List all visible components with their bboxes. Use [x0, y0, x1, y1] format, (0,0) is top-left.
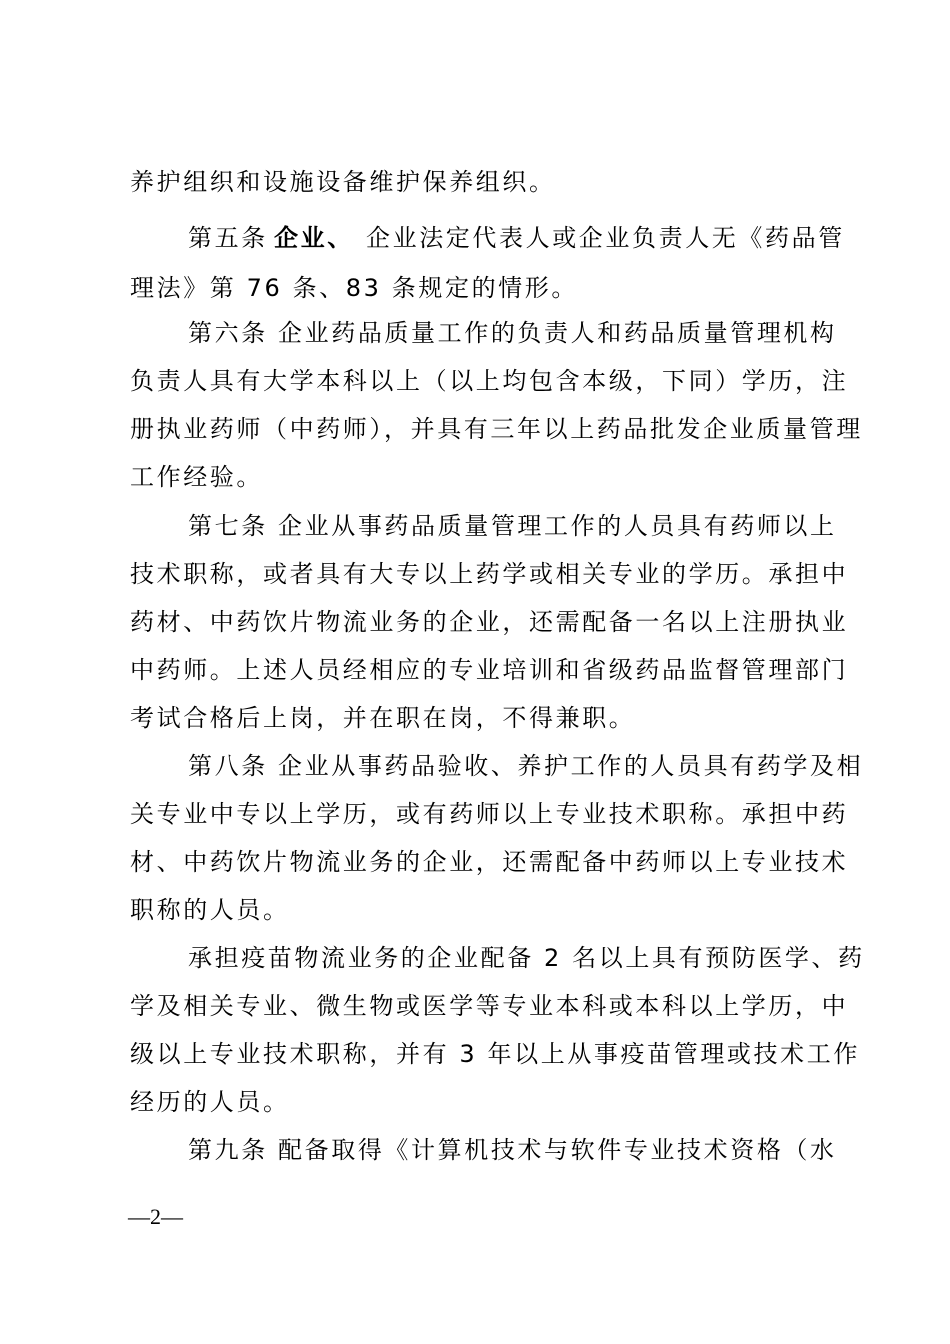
text-line: 承担疫苗物流业务的企业配备 2 名以上具有预防医学、药: [188, 944, 865, 972]
article-5-heading: 企业、: [274, 224, 354, 252]
text-line: 第七条 企业从事药品质量管理工作的人员具有药师以上: [188, 512, 837, 540]
text-line: 级以上专业技术职称，并有 3 年以上从事疫苗管理或技术工作: [130, 1040, 860, 1068]
text-line: 材、中药饮片物流业务的企业，还需配备中药师以上专业技术: [130, 848, 849, 876]
page-number: —2—: [128, 1204, 183, 1229]
text-line: 药材、中药饮片物流业务的企业，还需配备一名以上注册执业: [130, 608, 849, 636]
text-line: 第六条 企业药品质量工作的负责人和药品质量管理机构: [188, 319, 837, 347]
text-line: 学及相关专业、微生物或医学等专业本科或本科以上学历，中: [130, 992, 849, 1020]
text-line: 考试合格后上岗，并在职在岗，不得兼职。: [130, 704, 636, 732]
text-line: 关专业中专以上学历，或有药师以上专业技术职称。承担中药: [130, 800, 849, 828]
text-line: 中药师。上述人员经相应的专业培训和省级药品监督管理部门: [130, 656, 849, 684]
text-line: 养护组织和设施设备维护保养组织。: [130, 168, 556, 196]
text-line: 工作经验。: [130, 463, 263, 491]
text-line: 理法》第 76 条、83 条规定的情形。: [130, 274, 578, 302]
text-line: 册执业药师（中药师），并具有三年以上药品批发企业质量管理: [130, 415, 863, 443]
text-line: 负责人具有大学本科以上（以上均包含本级，下同）学历，注: [130, 367, 849, 395]
article-5-label: 第五条: [188, 224, 268, 252]
text-line: 第八条 企业从事药品验收、养护工作的人员具有药学及相: [188, 752, 864, 780]
text-line: 第九条 配备取得《计算机技术与软件专业技术资格（水: [188, 1136, 837, 1164]
text-line: 企业法定代表人或企业负责人无《药品管: [366, 224, 845, 252]
text-line: 技术职称，或者具有大专以上药学或相关专业的学历。承担中: [130, 560, 849, 588]
text-line: 经历的人员。: [130, 1088, 290, 1116]
text-line: 职称的人员。: [130, 896, 290, 924]
